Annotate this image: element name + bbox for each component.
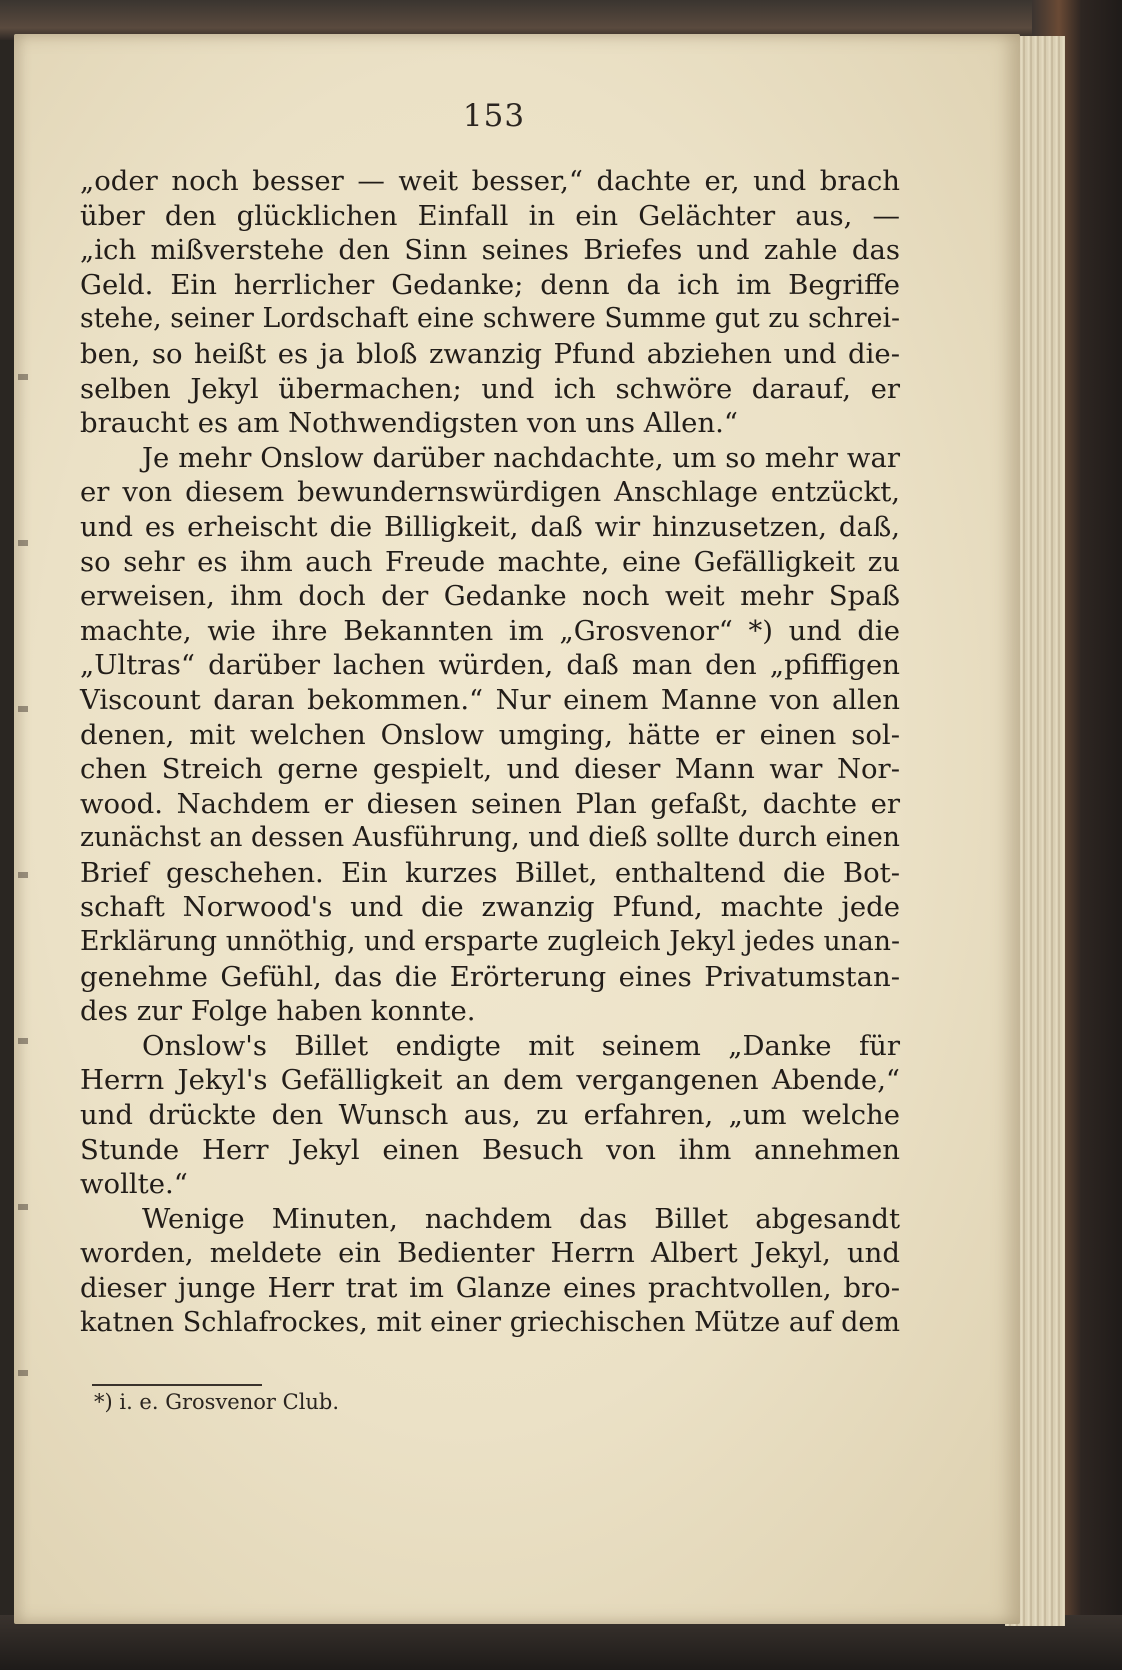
page-number: 153 [462,98,526,134]
binding-marks [18,214,28,1394]
text-line: und es erheischt die Billigkeit, daß wir hinzusetzen, daß, [80,510,900,543]
text-line: chen Streich gerne gespielt, und dieser Mann war Nor- [80,753,900,786]
text-line: dieser junge Herr trat im Glanze eines prachtvollen, bro- [80,1272,900,1304]
text-line: zunächst an dessen Ausführung, und dieß sollte durch einen [80,822,900,854]
text-line: genehme Gefühl, das die Erörterung eines Privatumstan- [80,960,900,993]
text-line: wollte.“ [80,1168,188,1201]
footnote: *) i. e. Grosvenor Club. [94,1390,340,1414]
text-line: „ich mißverstehe den Sinn seines Briefes und zahle das [80,234,900,267]
text-line: ben, so heißt es ja bloß zwanzig Pfund abziehen und die- [80,337,900,370]
text-line: des zur Folge haben konnte. [80,995,476,1028]
text-line: denen, mit welchen Onslow umging, hätte er einen sol- [80,718,900,751]
page-body [80,164,900,1340]
text-line: Brief geschehen. Ein kurzes Billet, enthaltend die Bot- [80,856,900,889]
text-line: Viscount daran bekommen.“ Nur einem Manne von allen [80,683,900,716]
text-line: Stunde Herr Jekyl einen Besuch von ihm annehmen [80,1133,900,1166]
text-line: und drückte den Wunsch aus, zu erfahren, „um welche [80,1099,900,1132]
text-line: wood. Nachdem er diesen seinen Plan gefaßt, dachte er [80,787,900,820]
footnote-rule [92,1384,262,1386]
text-line: machte, wie ihre Bekannten im „Grosvenor“ *) und die [80,614,900,647]
text-line: worden, meldete ein Bedienter Herrn Albert Jekyl, und [80,1237,900,1270]
text-line: er von diesem bewundernswürdigen Anschlage entzückt, [80,476,900,509]
book-page [14,34,1020,1624]
text-line: „oder noch besser — weit besser,“ dachte er, und brach [80,165,900,197]
text-line: selben Jekyl übermachen; und ich schwöre darauf, er [80,372,900,405]
text-line: schaft Norwood's und die zwanzig Pfund, machte jede [80,891,900,924]
text-line: braucht es am Nothwendigsten von uns Allen.“ [80,407,738,440]
text-line: Je mehr Onslow darüber nachdachte, um so mehr war [142,441,900,474]
text-line: Herrn Jekyl's Gefälligkeit an dem vergangenen Abende,“ [80,1064,900,1097]
text-line: „Ultras“ darüber lachen würden, daß man den „pfiffigen [80,649,900,682]
text-line: erweisen, ihm doch der Gedanke noch weit mehr Spaß [80,580,900,613]
text-line: so sehr es ihm auch Freude machte, eine Gefälligkeit zu [80,545,900,578]
text-line: Geld. Ein herrlicher Gedanke; denn da ich im Begriffe [80,268,900,301]
text-line: Onslow's Billet endigte mit seinem „Danke für [142,1029,900,1062]
text-line: über den glücklichen Einfall in ein Gelächter aus, — [80,199,900,232]
text-line: Erklärung unnöthig, und ersparte zugleich Jekyl jedes unan- [80,926,900,958]
text-line: stehe, seiner Lordschaft eine schwere Summe gut zu schrei- [80,303,900,335]
text-line: katnen Schlafrockes, mit einer griechischen Mütze auf dem [80,1306,900,1338]
text-line: Wenige Minuten, nachdem das Billet abgesandt [142,1202,900,1235]
